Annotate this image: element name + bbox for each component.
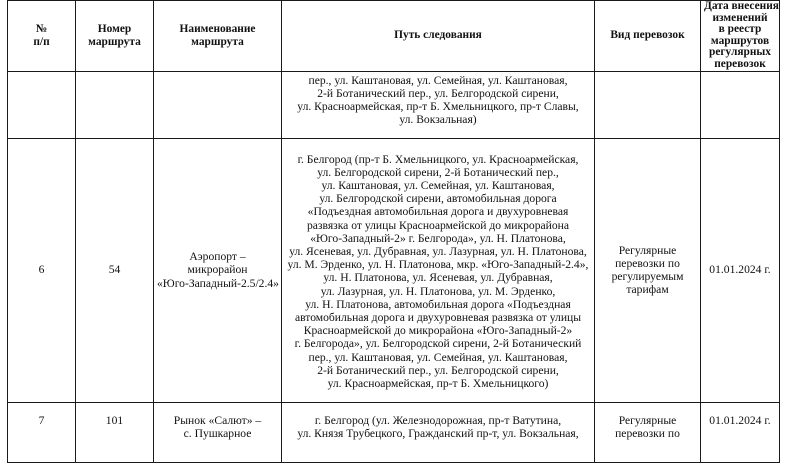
cell-path: г. Белгород (ул. Железнодорожная, пр-т Ватутина, ул. Князя Трубецкого, Гражданский пр-т, ул. Вокзальная, (282, 402, 595, 462)
table-row (8, 138, 780, 402)
cell-date: 01.01.2024 г. (701, 402, 780, 462)
cell-path: г. Белгород (пр-т Б. Хмельницкого, ул. Красноармейская, ул. Белгородской сирени, 2-й Ботанический пер., ул. Каштановая, ул. Семейная, ул. Каштановая, ул. Белгородской сирени, автомобильная дорога «Подъездная автомобильная дорога и двухуровневая развязка от улицы Красноармейской до микрорайона «Юго-Западный-2» г. Белгорода», ул. Н. Платонова, ул. Ясеневая, ул. Дубравная, ул. Лазурная, ул. Н. Платонова, ул. М. Эрденко, ул. Н. Платонова, мкр. «Юго-Западный-2.4», ул. Н. Платонова, ул. Ясеневая, ул. Дубравная, ул. Лазурная, ул. Н. Платонова, ул. М. Эрденко, ул. Н. Платонова, автомобильная дорога «Подъездная автомобильная дорога и двухуровневая развязка от улицы Красноармейской до микрорайона «Юго-Западный-2» г. Белгорода», ул. Белгородской сирени, 2-й Ботанический пер., ул. Каштановая, ул. Семейная, ул. Каштановая, 2-й Ботанический пер., ул. Белгородской сирени, ул. Красноармейская, пр-т Б. Хмельницкого) (282, 138, 595, 402)
cell-date: 01.01.2024 г. (701, 138, 780, 402)
header-date: Дата внесения изменений в реестр маршрутов регулярных перевозок (701, 1, 780, 72)
table-row (8, 402, 780, 462)
cell-transport-type: Регулярные перевозки по регулируемым тарифам (595, 138, 701, 402)
header-route-name: Наименование маршрута (154, 1, 282, 72)
cell-route-name: Рынок «Салют» – с. Пушкарное (154, 402, 282, 462)
cell-num (8, 71, 76, 138)
table-row (8, 71, 780, 138)
header-route-number: Номер маршрута (76, 1, 154, 72)
cell-route-number: 101 (76, 402, 154, 462)
cell-date (701, 71, 780, 138)
cell-route-name (154, 71, 282, 138)
header-path: Путь следования (282, 1, 595, 72)
header-transport-type: Вид перевозок (595, 1, 701, 72)
cell-num: 6 (8, 138, 76, 402)
cell-num: 7 (8, 402, 76, 462)
cell-transport-type: Регулярные перевозки по (595, 402, 701, 462)
cell-path: пер., ул. Каштановая, ул. Семейная, ул. Каштановая, 2-й Ботанический пер., ул. Белгородской сирени, ул. Красноармейская, пр-т Б. Хмельницкого, пр-т Славы, ул. Вокзальная) (282, 71, 595, 138)
cell-route-number: 54 (76, 138, 154, 402)
routes-table (7, 0, 780, 463)
header-num: № п/п (8, 1, 76, 72)
table-header-row (8, 1, 780, 72)
cell-route-name: Аэропорт – микрорайон «Юго-Западный-2.5/2.4» (154, 138, 282, 402)
cell-route-number (76, 71, 154, 138)
cell-transport-type (595, 71, 701, 138)
